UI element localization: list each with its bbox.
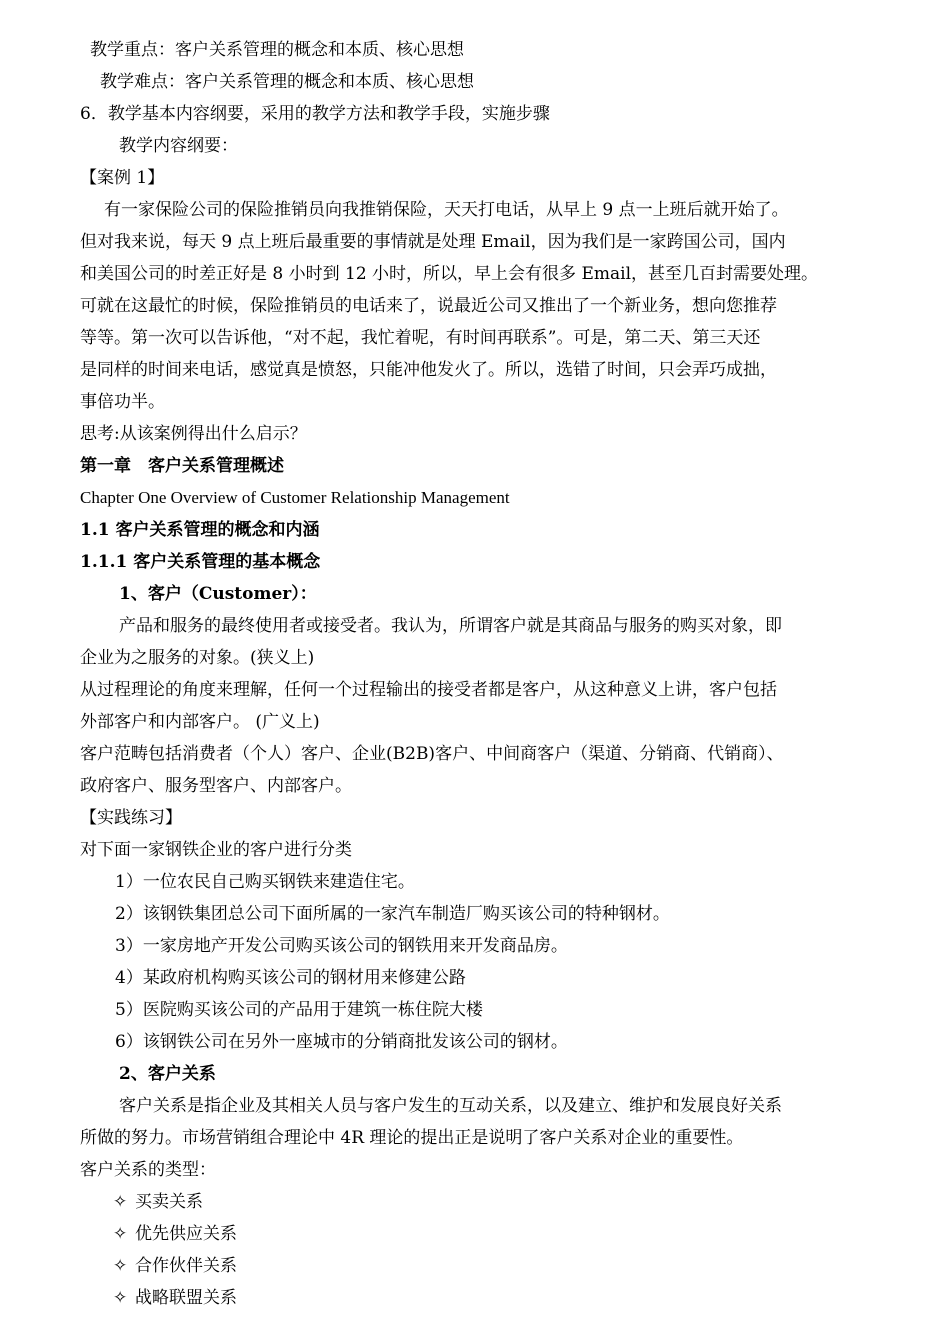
case-paragraph-line-3: 和美国公司的时差正好是 8 小时到 12 小时，所以，早上会有很多 Email，甚至几百封需要处理。 <box>80 264 819 284</box>
case-paragraph-line-6: 是同样的时间来电话，感觉真是愤怒，只能冲他发火了。所以，选错了时间，只会弄巧成拙， <box>80 360 777 380</box>
case-paragraph-line-4: 可就在这最忙的时候，保险推销员的电话来了，说最近公司又推出了一个新业务，想向您推荐 <box>80 296 777 316</box>
customer-relation-line-1: 客户关系是指企业及其相关人员与客户发生的互动关系，以及建立、维护和发展良好关系 <box>119 1096 782 1116</box>
diamond-bullet-icon: ✧ <box>113 1224 128 1244</box>
content-outline-label: 教学内容纲要： <box>119 136 238 156</box>
practice-item-4: 4）某政府机构购买该公司的钢材用来修建公路 <box>115 968 466 988</box>
diamond-bullet-icon: ✧ <box>113 1256 128 1276</box>
diamond-bullet-icon: ✧ <box>113 1192 128 1212</box>
practice-item-2: 2）该钢铁集团总公司下面所属的一家汽车制造厂购买该公司的特种钢材。 <box>115 904 670 924</box>
practice-instruction: 对下面一家钢铁企业的客户进行分类 <box>80 840 352 860</box>
relation-type-item <box>113 1186 913 1218</box>
relation-type-label: 合作伙伴关系 <box>135 1256 237 1276</box>
case-paragraph-line-2: 但对我来说，每天 9 点上班后最重要的事情就是处理 Email，因为我们是一家跨国公司，国内 <box>80 232 786 252</box>
section-6-heading: 6．教学基本内容纲要，采用的教学方法和教学手段，实施步骤 <box>80 104 550 124</box>
case-1-label: 【案例 1】 <box>80 168 165 188</box>
relation-types-label: 客户关系的类型： <box>80 1160 216 1180</box>
chapter-title: 第一章 客户关系管理概述 <box>80 456 284 476</box>
teaching-difficulty: 教学难点：客户关系管理的概念和本质、核心思想 <box>100 72 474 92</box>
reflection-question: 思考:从该案例得出什么启示？ <box>80 424 307 444</box>
customer-relation-heading: 2、客户关系 <box>119 1064 216 1084</box>
diamond-bullet-icon: ✧ <box>113 1288 128 1308</box>
customer-broad-line-2: 外部客户和内部客户。 (广义上) <box>80 712 320 732</box>
customer-relation-line-2: 所做的努力。市场营销组合理论中 4R 理论的提出正是说明了客户关系对企业的重要性。 <box>80 1128 744 1148</box>
customer-definition-line-2: 企业为之服务的对象。(狭义上) <box>80 648 315 668</box>
relation-type-label: 买卖关系 <box>135 1192 203 1212</box>
customer-scope-line-1: 客户范畴包括消费者（个人）客户、企业(B2B)客户、中间商客户（渠道、分销商、代销商）、 <box>80 744 784 764</box>
relation-type-label: 战略联盟关系 <box>135 1288 237 1308</box>
practice-item-6: 6）该钢铁公司在另外一座城市的分销商批发该公司的钢材。 <box>115 1032 568 1052</box>
chapter-title-english: Chapter One Overview of Customer Relationship Management <box>80 488 510 507</box>
relation-type-item <box>113 1250 913 1282</box>
case-paragraph-line-1: 有一家保险公司的保险推销员向我推销保险，天天打电话，从早上 9 点一上班后就开始了。 <box>104 200 789 220</box>
practice-item-1: 1）一位农民自己购买钢铁来建造住宅。 <box>115 872 415 892</box>
customer-broad-line-1: 从过程理论的角度来理解，任何一个过程输出的接受者都是客户，从这种意义上讲，客户包括 <box>80 680 777 700</box>
section-1-1-1-heading: 1.1.1 客户关系管理的基本概念 <box>80 552 321 572</box>
case-paragraph-line-7: 事倍功半。 <box>80 392 165 412</box>
customer-definition-line-1: 产品和服务的最终使用者或接受者。我认为，所谓客户就是其商品与服务的购买对象，即 <box>119 616 782 636</box>
practice-label: 【实践练习】 <box>80 808 182 828</box>
relation-type-item <box>113 1218 913 1250</box>
relation-type-item <box>113 1282 913 1314</box>
customer-heading: 1、客户（Customer）： <box>119 584 317 604</box>
practice-item-5: 5）医院购买该公司的产品用于建筑一栋住院大楼 <box>115 1000 483 1020</box>
teaching-focus: 教学重点：客户关系管理的概念和本质、核心思想 <box>90 40 464 60</box>
section-1-1-heading: 1.1 客户关系管理的概念和内涵 <box>80 520 320 540</box>
relation-type-label: 优先供应关系 <box>135 1224 237 1244</box>
practice-item-3: 3）一家房地产开发公司购买该公司的钢铁用来开发商品房。 <box>115 936 568 956</box>
customer-scope-line-2: 政府客户、服务型客户、内部客户。 <box>80 776 352 796</box>
case-paragraph-line-5: 等等。第一次可以告诉他，“对不起，我忙着呢，有时间再联系”。可是，第二天、第三天还 <box>80 328 761 348</box>
